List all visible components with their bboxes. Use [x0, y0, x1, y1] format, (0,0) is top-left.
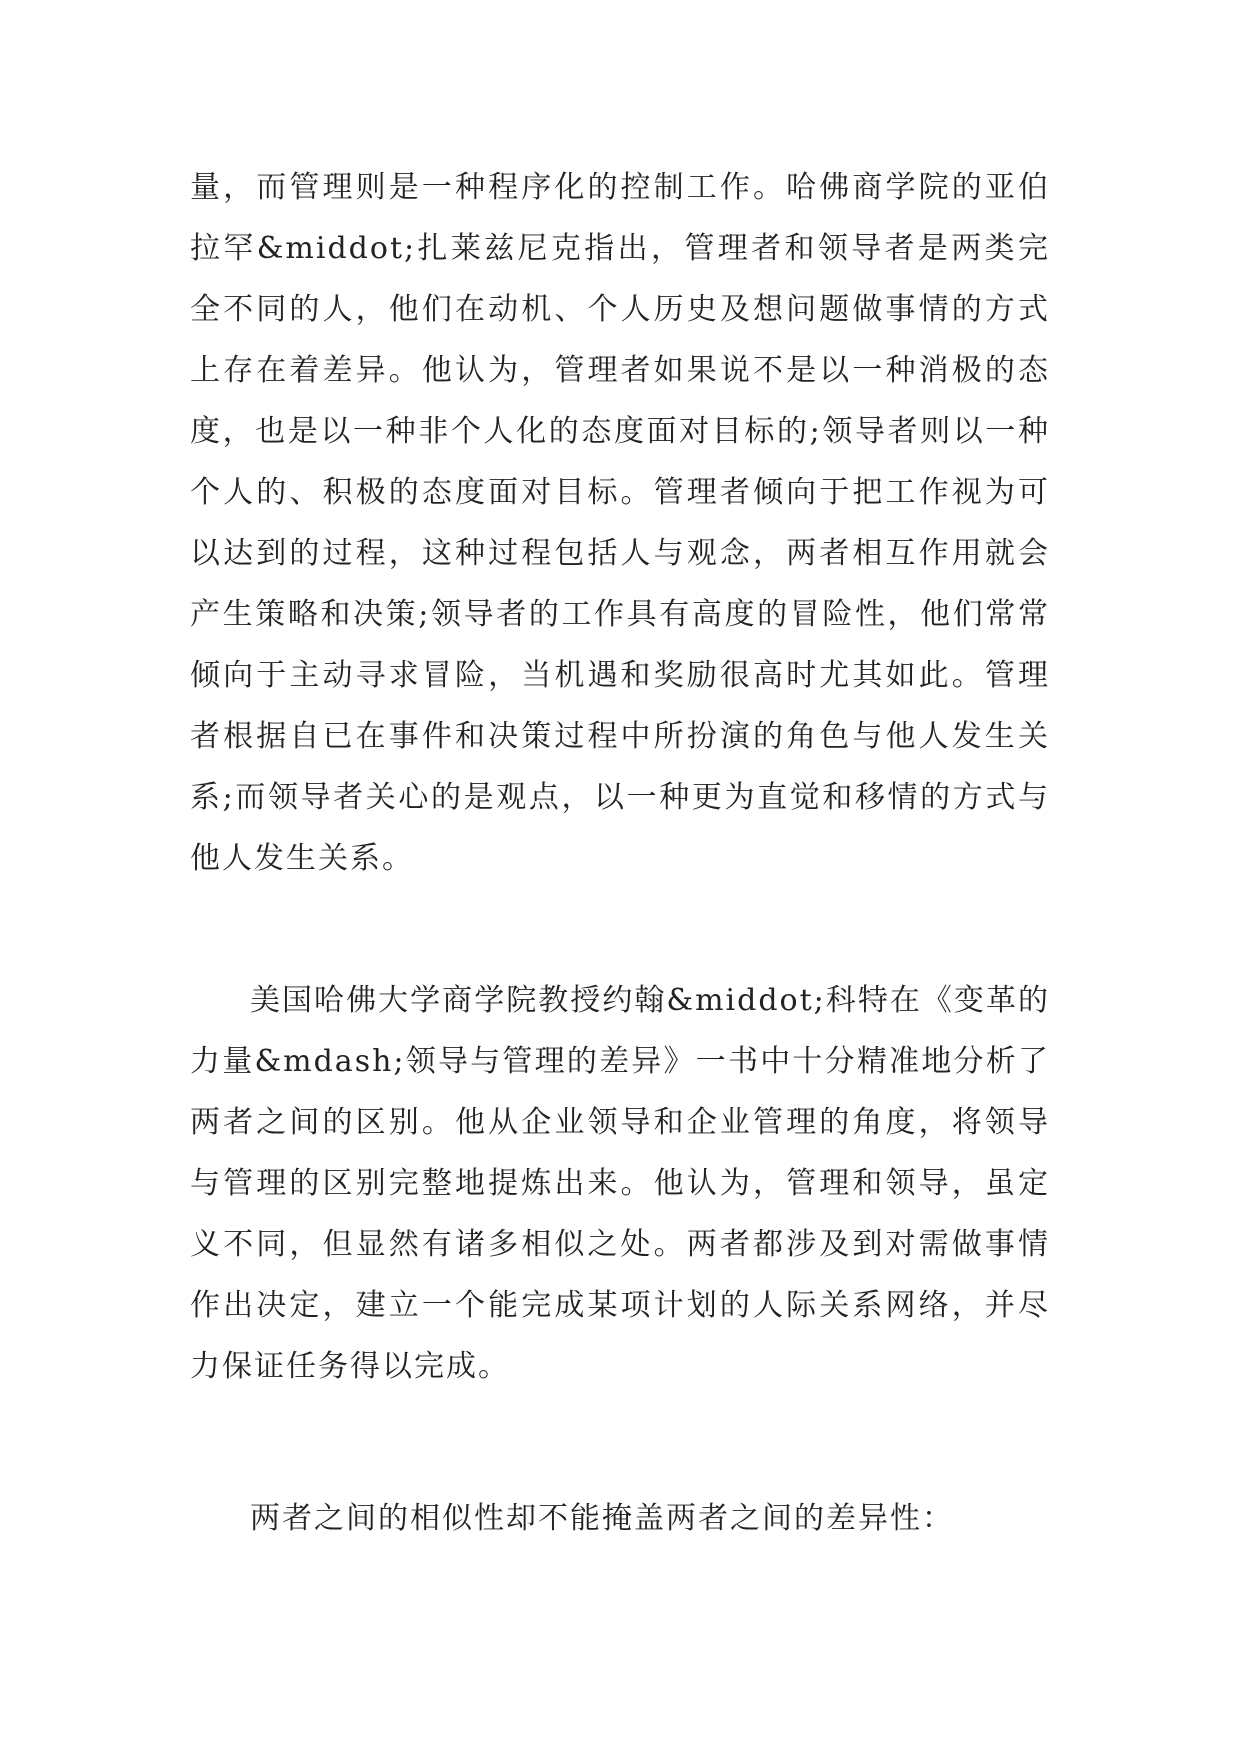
paragraph-3: 两者之间的相似性却不能掩盖两者之间的差异性： [250, 1501, 954, 1536]
paragraph-1: 量，而管理则是一种程序化的控制工作。哈佛商学院的亚伯拉罕&middot;扎莱兹尼克指出，管理者和领导者是两类完全不同的人，他们在动机、个人历史及想问题做事情的方式上存在着差异。他认为，管理者如果说不是以一种消极的态度，也是以一种非个人化的态度面对目标的;领导者则以一种个人的、积极的态度面对目标。管理者倾向于把工作视为可以达到的过程，这种过程包括人与观念，两者相互作用就会产生策略和决策;领导者的工作具有高度的冒险性，他们常常倾向于主动寻求冒险，当机遇和奖励很高时尤其如此。管理者根据自已在事件和决策过程中所扮演的角色与他人发生关系;而领导者关心的是观点，以一种更为直觉和移情的方式与他人发生关系。 [190, 170, 1050, 876]
paragraph-2: 美国哈佛大学商学院教授约翰&middot;科特在《变革的力量&mdash;领导与管理的差异》一书中十分精准地分析了两者之间的区别。他从企业领导和企业管理的角度，将领导与管理的区别完整地提炼出来。他认为，管理和领导，虽定义不同，但显然有诸多相似之处。两者都涉及到对需做事情作出决定，建立一个能完成某项计划的人际关系网络，并尽力保证任务得以完成。 [190, 983, 1050, 1384]
